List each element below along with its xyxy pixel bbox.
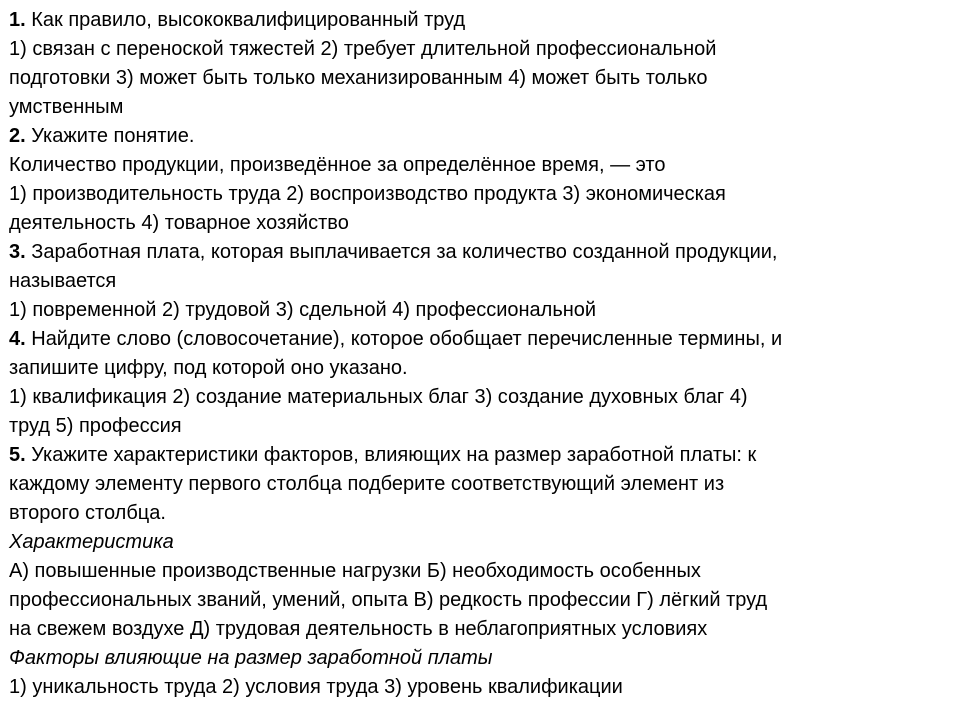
question-2-title <box>9 122 951 151</box>
worksheet <box>9 6 951 702</box>
question-3-title <box>9 238 951 267</box>
column-2-line-1: 1) уникальность труда 2) условия труда 3) уровень квалификации <box>9 676 623 698</box>
question-text: Как правило, высококвалифицированный труд <box>25 9 466 31</box>
question-4-line-3: труд 5) профессия <box>9 415 182 437</box>
question-1-answers-line-2: подготовки 3) может быть только механизированным 4) может быть только <box>9 67 708 89</box>
column-2-heading: Факторы влияющие на размер заработной платы <box>9 647 493 669</box>
question-3-line-1: называется <box>9 270 117 292</box>
question-text: Укажите понятие. <box>25 125 195 147</box>
question-number: 3. <box>9 241 26 263</box>
question-text: Найдите слово (словосочетание), которое обобщает перечисленные термины, и <box>25 328 783 350</box>
question-3-line-2: 1) повременной 2) трудовой 3) сдельной 4) профессиональной <box>9 299 597 321</box>
question-5-line-2: второго столбца. <box>9 502 166 524</box>
question-text: Заработная плата, которая выплачивается за количество созданной продукции, <box>25 241 778 263</box>
question-4-title <box>9 325 951 354</box>
question-text: Укажите характеристики факторов, влияющих на размер заработной платы: к <box>25 444 757 466</box>
column-1-line-1: А) повышенные производственные нагрузки Б) необходимость особенных <box>9 560 701 582</box>
question-4-line-1: запишите цифру, под которой оно указано. <box>9 357 408 379</box>
question-2-line-1: Количество продукции, произведённое за определённое время, — это <box>9 154 666 176</box>
column-1-line-3: на свежем воздухе Д) трудовая деятельность в неблагоприятных условиях <box>9 618 708 640</box>
question-number: 1. <box>9 9 26 31</box>
question-1-answers-line-3: умственным <box>9 96 124 118</box>
question-4-line-2: 1) квалификация 2) создание материальных благ 3) создание духовных благ 4) <box>9 386 748 408</box>
question-1-title <box>9 6 951 35</box>
question-number: 4. <box>9 328 26 350</box>
column-1-line-2: профессиональных званий, умений, опыта В) редкость профессии Г) лёгкий труд <box>9 589 768 611</box>
question-2-line-2: 1) производительность труда 2) воспроизводство продукта 3) экономическая <box>9 183 726 205</box>
question-number: 2. <box>9 125 26 147</box>
question-number: 5. <box>9 444 26 466</box>
question-5-line-1: каждому элементу первого столбца подберите соответствующий элемент из <box>9 473 725 495</box>
question-2-line-3: деятельность 4) товарное хозяйство <box>9 212 349 234</box>
question-5-title <box>9 441 951 470</box>
question-1-answers-line-1: 1) связан с переноской тяжестей 2) требует длительной профессиональной <box>9 38 717 60</box>
column-1-heading: Характеристика <box>9 531 174 553</box>
